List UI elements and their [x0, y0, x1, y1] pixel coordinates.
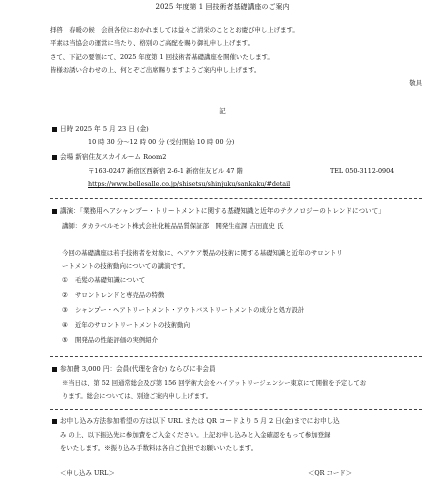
lecture-label: 講演：「業務用ヘアシャンプー・トリートメントに関する基礎知識と近年のテクノロジーのトレンドについて」 — [60, 207, 385, 215]
apply-line-1: お申し込み方法参加希望の方は以下 URL または QR コードより 5 月 2 日(金)までにお申し込 — [60, 417, 340, 425]
venue-url-link[interactable]: https://www.bellesalle.co.jp/shisetsu/shinjuku/sankaku/#detail — [88, 180, 291, 188]
venue-label: 会場 新宿住友スカイルーム Room2 — [60, 153, 167, 161]
venue-address: 〒163-0247 新宿区西新宿 2-6-1 新宿住友ビル 47 階 — [88, 167, 243, 175]
fee-note-line-1: ※当日は、第 52 回通常総会及び第 156 回学術大会をハイアットリージェンシー東京にて開催を予定してお — [62, 380, 367, 387]
lecture-item: ④ 近年のサロントリートメントの技術動向 — [62, 321, 190, 329]
section-divider — [50, 409, 422, 410]
venue-section — [52, 154, 166, 162]
intro-line-2: 平素は当協会の運営に当たり、格別のご高配を賜り御礼申し上げます。 — [50, 39, 254, 47]
section-divider — [50, 356, 422, 357]
venue-tel: TEL 050-3112-0904 — [330, 167, 395, 175]
intro-line-3: さて、下記の要領にて、2025 年度第 1 回技術者基礎講座を開催いたします。 — [50, 53, 274, 61]
lecture-desc-line-1: 今回の基礎講座は若手技術者を対象に、ヘアケア製品の技術に関する基礎知識と近年のサロントリ — [62, 249, 343, 257]
date-label: 日時 2025 年 5 月 23 日 (金) — [60, 125, 149, 133]
lecture-item: ② サロントレンドと専売品の特徴 — [62, 291, 165, 299]
lecture-desc-line-2: ートメントの技術動向についての講演です。 — [62, 262, 190, 270]
apply-line-3: をいたします。※振り込み手数料は各自ご負担でお願いいたします。 — [60, 444, 258, 452]
qr-code-label: ＜QR コード＞ — [308, 469, 353, 477]
lecture-item: ① 毛髪の基礎知識について — [62, 276, 146, 284]
lecture-section — [52, 208, 385, 216]
intro-line-4: 皆様お誘い合わせの上、何とぞご出席賜りますようご案内申し上げます。 — [50, 66, 261, 74]
document-title: 2025 年度第 1 回技術者基礎講座のご案内 — [155, 3, 290, 11]
fee-note-line-2: ります。総会については、別途ご案内申し上げます。 — [62, 393, 212, 400]
square-bullet-icon — [52, 367, 57, 372]
closing-keigu: 敬具 — [409, 79, 422, 87]
apply-line-2: み の上、以下振込先に参加費をご入金ください。上記お申し込みと入金確認をもって参加登録 — [60, 431, 331, 439]
fee-label: 参加費 3,000 円：会員(代理を含む) ならびに非会員 — [60, 365, 216, 373]
apply-section — [52, 418, 340, 426]
section-divider — [50, 198, 422, 199]
date-time: 10 時 30 分～12 時 00 分 (受付開始 10 時 00 分) — [88, 138, 235, 146]
square-bullet-icon — [52, 155, 57, 160]
square-bullet-icon — [52, 419, 57, 424]
lecture-item: ⑤ 開発品の性能評価の実例紹介 — [62, 336, 159, 344]
lecture-speaker: 講師：タカラベルモント株式会社化粧品品質保証部 開発生産課 吉田直史 氏 — [62, 222, 284, 230]
square-bullet-icon — [52, 127, 57, 132]
intro-line-1: 拝啓 春暖の候 会員各位におかれましては益々ご清栄のこととお慶び申し上げます。 — [50, 26, 299, 34]
square-bullet-icon — [52, 209, 57, 214]
fee-section — [52, 366, 216, 374]
lecture-item: ③ シャンプー・ヘアトリートメント・アウトバストリートメントの成分と処方設計 — [62, 306, 305, 314]
date-section — [52, 126, 149, 134]
ki-heading: 記 — [219, 107, 226, 115]
application-url-label: ＜申し込み URL＞ — [60, 469, 115, 477]
